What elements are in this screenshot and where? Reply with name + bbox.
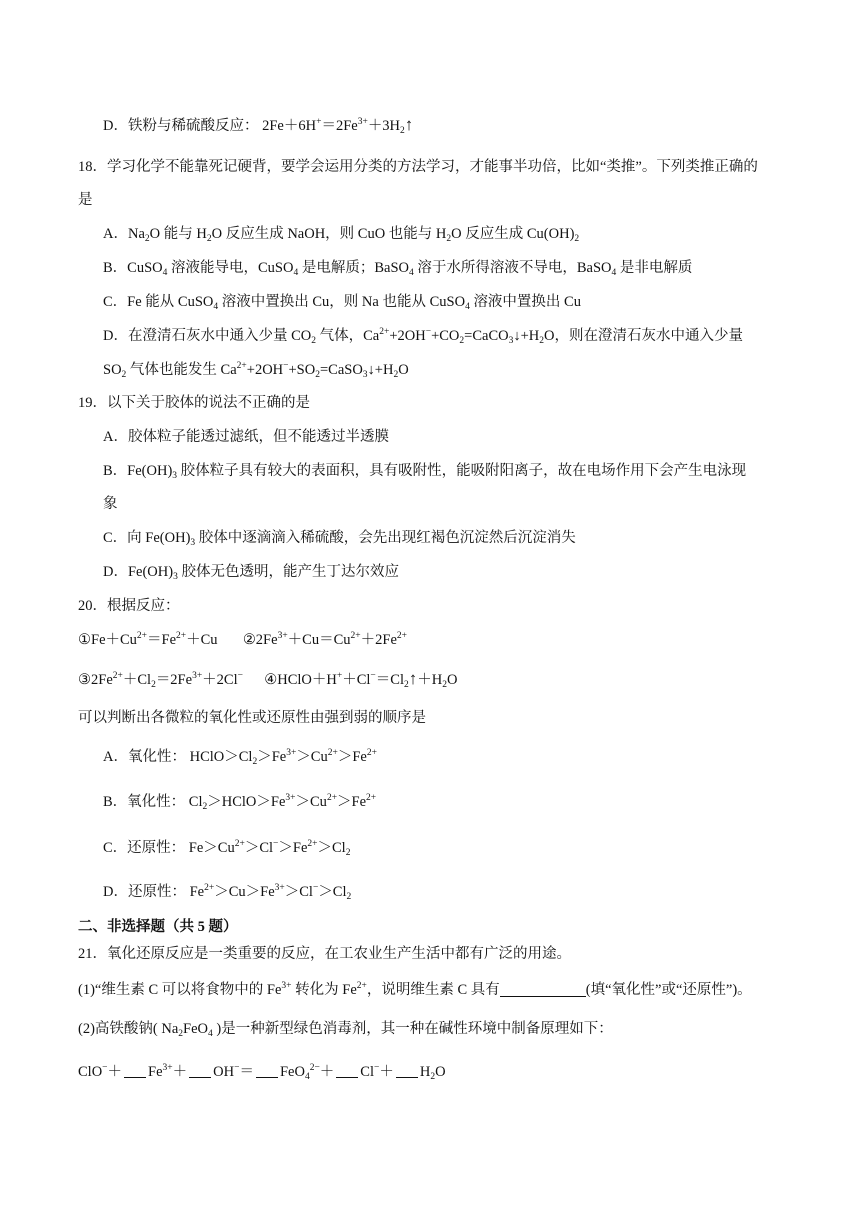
coef-blank-fe3[interactable] bbox=[124, 1065, 146, 1078]
q19-option-b-line2: 象 bbox=[103, 496, 118, 512]
q19-option-d: D．$Fe(OH)_3$ 胶体无色透明，能产生丁达尔效应 bbox=[103, 564, 399, 582]
q18-option-d-line2: $SO_2$ 气体也能发生 $Ca^{2+}+2OH^-+SO_2=CaSO_3↓+H_2O$ bbox=[103, 361, 409, 380]
q20-option-d: D．还原性： $Fe^{2+}>Cu>Fe^{3+}>Cl^->Cl_2$ bbox=[103, 883, 352, 902]
answer-blank[interactable] bbox=[500, 982, 586, 997]
q19-option-c: C．向 $Fe(OH)_3$ 胶体中逐滴滴入稀硫酸，会先出现红褐色沉淀然后沉淀消失 bbox=[103, 530, 576, 548]
q17-option-d-equation: $2Fe+6H^+=2Fe^{3+}+3H_2↑$ bbox=[262, 115, 414, 136]
q18-option-d-line1: D．在澄清石灰水中通入少量 $CO_2$ 气体，$Ca^{2+}+2OH^-+CO_2=CaCO_3↓+H_2O$，则在澄清石灰水中通入少量 bbox=[103, 327, 743, 346]
q20-option-c: C．还原性： $Fe>Cu^{2+}>Cl^->Fe^{2+}>Cl_2$ bbox=[103, 839, 351, 858]
q18-option-b: B．CuSO$_4$ 溶液能导电，CuSO$_4$ 是电解质；BaSO$_4$ 溶于水所得溶液不导电，BaSO$_4$ 是非电解质 bbox=[103, 260, 693, 278]
q20-reactions-3-4 bbox=[78, 669, 457, 690]
coef-blank-cl[interactable] bbox=[336, 1065, 358, 1078]
q21-balance-equation: $ClO^-+ Fe^{3+}+ OH^-= FeO_4^{2-}+ Cl^-+ H_2O$ bbox=[78, 1063, 446, 1082]
q18-stem-line1: 18．学习化学不能靠死记硬背，要学会运用分类的方法学习，才能事半功倍，比如“类推”。下列类推正确的 bbox=[78, 159, 758, 175]
section-title-nonchoice: 二、非选择题（共 5 题） bbox=[78, 919, 238, 935]
q20-reaction-3: $③2Fe^{2+}+Cl_2=2Fe^{3+}+2Cl^-$ bbox=[78, 671, 243, 690]
q20-option-a-label: A．氧化性： bbox=[103, 749, 186, 765]
q21-part2: (2)高铁酸钠( $Na_2FeO_4$ )是一种新型绿色消毒剂，其一种在碱性环境中制备原理如下： bbox=[78, 1021, 613, 1039]
q21-stem: 21．氧化还原反应是一类重要的反应，在工农业生产生活中都有广泛的用途。 bbox=[78, 946, 571, 962]
q18-option-a: A．$Na_2O$ 能与 $H_2O$ 反应生成 NaOH，则 CuO 也能与 $H_2O$ 反应生成 $Cu(OH)_2$ bbox=[103, 226, 580, 244]
q19-stem: 19．以下关于胶体的说法不正确的是 bbox=[78, 395, 310, 411]
q20-option-d-label: D．还原性： bbox=[103, 884, 186, 900]
q20-option-c-label: C．还原性： bbox=[103, 840, 186, 856]
q20-option-b-label: B．氧化性： bbox=[103, 794, 186, 810]
q20-ask: 可以判断出各微粒的氧化性或还原性由强到弱的顺序是 bbox=[78, 710, 426, 726]
q20-option-a: A．氧化性： $HClO>Cl_2>Fe^{3+}>Cu^{2+}>Fe^{2+}$ bbox=[103, 748, 377, 767]
q17-option-d-label: D．铁粉与稀硫酸反应： bbox=[103, 118, 259, 134]
q18-stem-line2: 是 bbox=[78, 192, 93, 208]
q20-reaction-1: $①Fe+Cu^{2+}=Fe^{2+}+Cu$ bbox=[78, 631, 218, 648]
q19-option-b-line1: B．$Fe(OH)_3$ 胶体粒子具有较大的表面积，具有吸附性，能吸附阳离子，故在电场作用下会产生电泳现 bbox=[103, 463, 747, 481]
q21-part1: (1)“维生素 C 可以将食物中的 $Fe^{3+}$ 转化为 $Fe^{2+}$，说明维生素 C 具有 (填“氧化性”或“还原性”)。 bbox=[78, 981, 752, 998]
q20-option-b: B．氧化性： $Cl_2>HClO>Fe^{3+}>Cu^{2+}>Fe^{2+}$ bbox=[103, 793, 377, 812]
coef-blank-feo4[interactable] bbox=[256, 1065, 278, 1078]
q20-reactions-1-2 bbox=[78, 630, 407, 650]
q20-reaction-4: $④HClO+H^++Cl^-=Cl_2↑+H_2O$ bbox=[264, 669, 458, 690]
q20-stem: 20．根据反应： bbox=[78, 598, 180, 614]
q18-option-c: C．Fe 能从 CuSO$_4$ 溶液中置换出 Cu，则 Na 也能从 CuSO$_4$ 溶液中置换出 Cu bbox=[103, 294, 581, 312]
coef-blank-oh[interactable] bbox=[189, 1065, 211, 1078]
q20-reaction-2: $②2Fe^{3+}+Cu=Cu^{2+}+2Fe^{2+}$ bbox=[242, 631, 407, 648]
coef-blank-h2o[interactable] bbox=[396, 1065, 418, 1078]
q19-option-a: A．胶体粒子能透过滤纸，但不能透过半透膜 bbox=[103, 429, 389, 445]
q17-option-d bbox=[103, 115, 413, 136]
